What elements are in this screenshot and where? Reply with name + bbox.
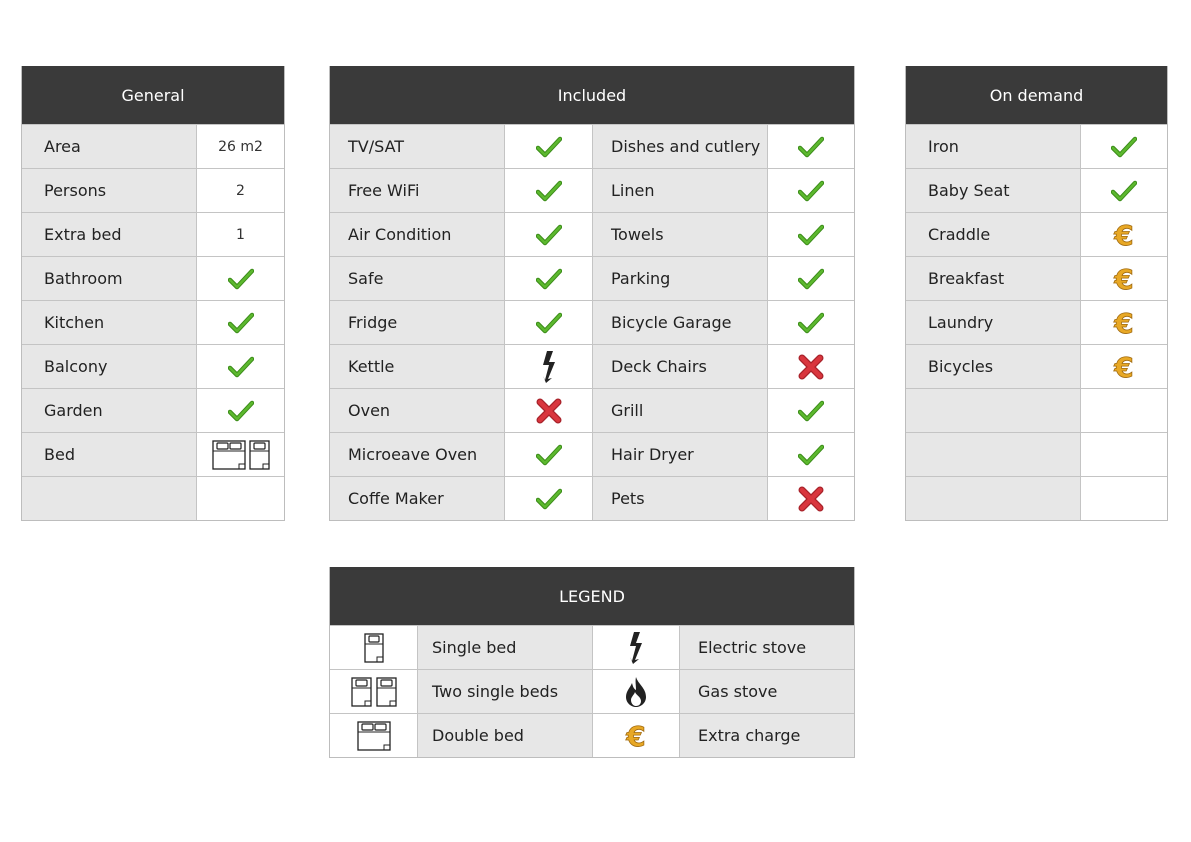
on-demand-row bbox=[906, 344, 1167, 388]
legend-row bbox=[330, 713, 854, 757]
included-row bbox=[330, 212, 854, 256]
on-demand-row bbox=[906, 476, 1167, 520]
check-icon bbox=[536, 444, 562, 466]
legend-panel bbox=[329, 567, 855, 758]
general-row-value bbox=[197, 301, 284, 344]
general-row bbox=[22, 212, 284, 256]
general-row-value bbox=[197, 345, 284, 388]
check-icon bbox=[1111, 136, 1137, 158]
general-row-label: Persons bbox=[22, 169, 197, 212]
included-item-status bbox=[768, 213, 854, 256]
euro-icon bbox=[623, 721, 649, 751]
general-row bbox=[22, 256, 284, 300]
single-bed-icon bbox=[364, 633, 384, 663]
included-row bbox=[330, 124, 854, 168]
on-demand-item-status bbox=[1081, 389, 1167, 432]
included-item-label: Towels bbox=[593, 213, 768, 256]
included-item-label: Air Condition bbox=[330, 213, 505, 256]
included-row bbox=[330, 476, 854, 520]
check-icon bbox=[536, 312, 562, 334]
on-demand-item-label bbox=[906, 433, 1081, 476]
included-item-status bbox=[768, 301, 854, 344]
legend-label: Single bed bbox=[418, 626, 593, 669]
included-item-label: Deck Chairs bbox=[593, 345, 768, 388]
svg-text:€: € bbox=[1114, 263, 1134, 294]
included-item-label: Coffe Maker bbox=[330, 477, 505, 520]
included-row bbox=[330, 168, 854, 212]
general-row-value bbox=[197, 213, 284, 256]
cross-icon bbox=[536, 398, 562, 424]
check-icon bbox=[228, 400, 254, 422]
on-demand-item-label: Breakfast bbox=[906, 257, 1081, 300]
general-row-label: Garden bbox=[22, 389, 197, 432]
svg-text:€: € bbox=[1114, 307, 1134, 338]
included-row bbox=[330, 388, 854, 432]
on-demand-panel bbox=[905, 66, 1168, 521]
on-demand-item-status bbox=[1081, 345, 1167, 388]
included-item-status bbox=[768, 477, 854, 520]
general-row-label: Extra bed bbox=[22, 213, 197, 256]
flame-icon bbox=[624, 676, 648, 708]
check-icon bbox=[798, 224, 824, 246]
legend-row bbox=[330, 625, 854, 669]
on-demand-row bbox=[906, 212, 1167, 256]
general-row-value bbox=[197, 433, 284, 476]
check-icon bbox=[798, 268, 824, 290]
svg-text:€: € bbox=[626, 720, 646, 751]
check-icon bbox=[798, 312, 824, 334]
legend-label: Gas stove bbox=[680, 670, 854, 713]
on-demand-item-label: Iron bbox=[906, 125, 1081, 168]
included-item-status bbox=[768, 345, 854, 388]
general-row bbox=[22, 388, 284, 432]
on-demand-item-label: Bicycles bbox=[906, 345, 1081, 388]
legend-label: Extra charge bbox=[680, 714, 854, 757]
on-demand-item-status bbox=[1081, 169, 1167, 212]
on-demand-item-status bbox=[1081, 301, 1167, 344]
general-row bbox=[22, 432, 284, 476]
general-row bbox=[22, 124, 284, 168]
on-demand-row bbox=[906, 168, 1167, 212]
euro-icon bbox=[1111, 264, 1137, 294]
check-icon bbox=[798, 136, 824, 158]
included-item-label: Dishes and cutlery bbox=[593, 125, 768, 168]
legend-row bbox=[330, 669, 854, 713]
general-header: General bbox=[22, 66, 284, 124]
included-item-label: Oven bbox=[330, 389, 505, 432]
on-demand-row bbox=[906, 300, 1167, 344]
legend-label: Two single beds bbox=[418, 670, 593, 713]
on-demand-item-label: Baby Seat bbox=[906, 169, 1081, 212]
included-item-status bbox=[505, 169, 593, 212]
legend-header: LEGEND bbox=[330, 567, 854, 625]
on-demand-item-status bbox=[1081, 477, 1167, 520]
included-item-status bbox=[768, 257, 854, 300]
general-row-value bbox=[197, 257, 284, 300]
legend-label: Electric stove bbox=[680, 626, 854, 669]
two-single-beds-icon bbox=[351, 677, 397, 707]
svg-text:€: € bbox=[1114, 219, 1134, 250]
included-row bbox=[330, 344, 854, 388]
included-item-label: Fridge bbox=[330, 301, 505, 344]
double-and-single-bed-icon bbox=[212, 440, 270, 470]
included-panel bbox=[329, 66, 855, 521]
included-item-label: Kettle bbox=[330, 345, 505, 388]
check-icon bbox=[536, 268, 562, 290]
on-demand-row bbox=[906, 388, 1167, 432]
included-item-status bbox=[768, 125, 854, 168]
on-demand-item-status bbox=[1081, 257, 1167, 300]
included-item-label: Hair Dryer bbox=[593, 433, 768, 476]
included-item-label: TV/SAT bbox=[330, 125, 505, 168]
lightning-icon bbox=[540, 350, 558, 384]
lightning-icon bbox=[627, 631, 645, 665]
included-item-label: Free WiFi bbox=[330, 169, 505, 212]
on-demand-row bbox=[906, 256, 1167, 300]
check-icon bbox=[1111, 180, 1137, 202]
included-item-label: Grill bbox=[593, 389, 768, 432]
general-row bbox=[22, 344, 284, 388]
general-row-value-text: 2 bbox=[236, 182, 245, 199]
check-icon bbox=[228, 356, 254, 378]
check-icon bbox=[536, 180, 562, 202]
on-demand-item-status bbox=[1081, 213, 1167, 256]
legend-label: Double bed bbox=[418, 714, 593, 757]
on-demand-item-label bbox=[906, 477, 1081, 520]
included-item-status bbox=[505, 345, 593, 388]
included-header: Included bbox=[330, 66, 854, 124]
general-row-label: Bed bbox=[22, 433, 197, 476]
check-icon bbox=[798, 180, 824, 202]
general-row-value bbox=[197, 125, 284, 168]
check-icon bbox=[536, 136, 562, 158]
included-item-status bbox=[505, 257, 593, 300]
legend-symbol bbox=[593, 714, 680, 757]
included-row bbox=[330, 300, 854, 344]
included-item-status bbox=[505, 125, 593, 168]
on-demand-item-label: Craddle bbox=[906, 213, 1081, 256]
included-item-status bbox=[505, 433, 593, 476]
cross-icon bbox=[798, 486, 824, 512]
on-demand-item-label bbox=[906, 389, 1081, 432]
check-icon bbox=[798, 400, 824, 422]
general-row-value bbox=[197, 389, 284, 432]
on-demand-header: On demand bbox=[906, 66, 1167, 124]
check-icon bbox=[536, 488, 562, 510]
legend-symbol bbox=[330, 626, 418, 669]
check-icon bbox=[228, 268, 254, 290]
included-item-label: Linen bbox=[593, 169, 768, 212]
general-row-label: Kitchen bbox=[22, 301, 197, 344]
general-row bbox=[22, 168, 284, 212]
general-panel bbox=[21, 66, 285, 521]
included-row bbox=[330, 256, 854, 300]
legend-symbol bbox=[330, 714, 418, 757]
euro-icon bbox=[1111, 220, 1137, 250]
on-demand-item-label: Laundry bbox=[906, 301, 1081, 344]
general-row-value bbox=[197, 169, 284, 212]
check-icon bbox=[536, 224, 562, 246]
general-row-value-text: 1 bbox=[236, 226, 245, 243]
euro-icon bbox=[1111, 308, 1137, 338]
included-row bbox=[330, 432, 854, 476]
check-icon bbox=[798, 444, 824, 466]
included-item-status bbox=[768, 169, 854, 212]
cross-icon bbox=[798, 354, 824, 380]
included-item-label: Safe bbox=[330, 257, 505, 300]
general-row-value-text: 26 m2 bbox=[218, 138, 263, 155]
legend-symbol bbox=[593, 626, 680, 669]
included-item-label: Microeave Oven bbox=[330, 433, 505, 476]
general-row-value bbox=[197, 477, 284, 520]
double-bed-icon bbox=[357, 721, 391, 751]
included-item-label: Parking bbox=[593, 257, 768, 300]
included-item-status bbox=[505, 301, 593, 344]
included-item-status bbox=[768, 389, 854, 432]
svg-text:€: € bbox=[1114, 351, 1134, 382]
euro-icon bbox=[1111, 352, 1137, 382]
included-item-label: Pets bbox=[593, 477, 768, 520]
on-demand-item-status bbox=[1081, 433, 1167, 476]
legend-symbol bbox=[330, 670, 418, 713]
included-item-status bbox=[768, 433, 854, 476]
on-demand-item-status bbox=[1081, 125, 1167, 168]
included-item-status bbox=[505, 389, 593, 432]
general-row-label bbox=[22, 477, 197, 520]
included-item-status bbox=[505, 477, 593, 520]
general-row-label: Area bbox=[22, 125, 197, 168]
on-demand-row bbox=[906, 432, 1167, 476]
legend-symbol bbox=[593, 670, 680, 713]
general-row-label: Bathroom bbox=[22, 257, 197, 300]
check-icon bbox=[228, 312, 254, 334]
general-row bbox=[22, 300, 284, 344]
general-row bbox=[22, 476, 284, 520]
general-row-label: Balcony bbox=[22, 345, 197, 388]
included-item-label: Bicycle Garage bbox=[593, 301, 768, 344]
included-item-status bbox=[505, 213, 593, 256]
on-demand-row bbox=[906, 124, 1167, 168]
